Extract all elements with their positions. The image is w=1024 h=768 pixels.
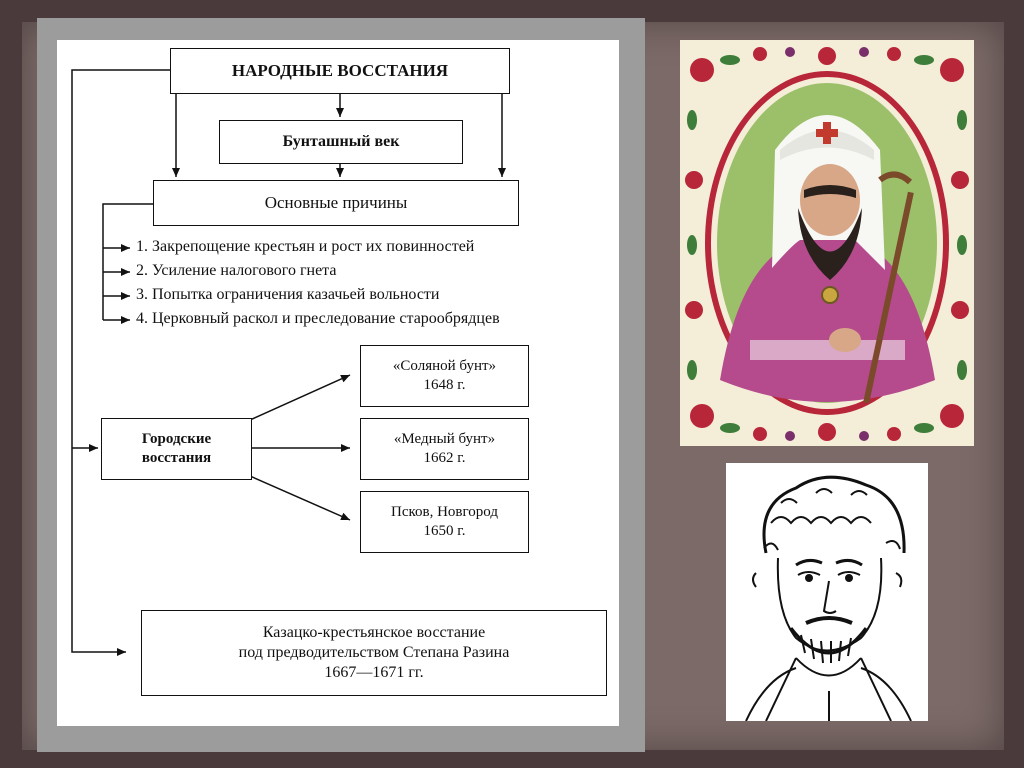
event-year: 1648 г. [423,377,466,393]
causes-header: Основные причины [264,193,408,213]
cause-item: 1. Закрепощение крестьян и рост их повинностей [136,238,475,255]
diagram-title: НАРОДНЫЕ ВОССТАНИЯ [231,61,449,81]
century-label: Бунташный век [282,133,400,150]
urban-label-line2: восстания [141,450,212,466]
event-name: «Медный бунт» [393,431,496,448]
razin-box [141,610,607,696]
cause-item: 2. Усиление налогового гнета [136,262,337,279]
razin-line2: под предводительством Степана Разина [238,644,510,661]
cause-item: 3. Попытка ограничения казачьей вольности [136,286,440,303]
event-year: 1650 г. [423,523,466,539]
event-name: Псков, Новгород [391,504,498,521]
event-box-salt [360,345,529,407]
event-box-pskov [360,491,529,553]
title-box [170,48,510,94]
stepan-razin-portrait-icon [726,463,928,721]
urban-box [101,418,252,480]
event-year: 1662 г. [423,450,466,466]
event-name: «Соляной бунт» [392,358,497,375]
urban-label-line1: Городские [141,431,212,448]
trunk-line [72,70,170,652]
razin-line1: Казацко-крестьянское восстание [262,624,486,641]
arrow-urban-pskov [250,476,350,520]
causes-box [153,180,519,226]
patriarch-nikon-portrait-icon [680,40,974,446]
cause-item: 4. Церковный раскол и преследование старообрядцев [136,310,500,327]
century-box [219,120,463,164]
event-box-copper [360,418,529,480]
arrow-urban-salt [250,375,350,420]
razin-line3: 1667—1671 гг. [324,664,424,681]
